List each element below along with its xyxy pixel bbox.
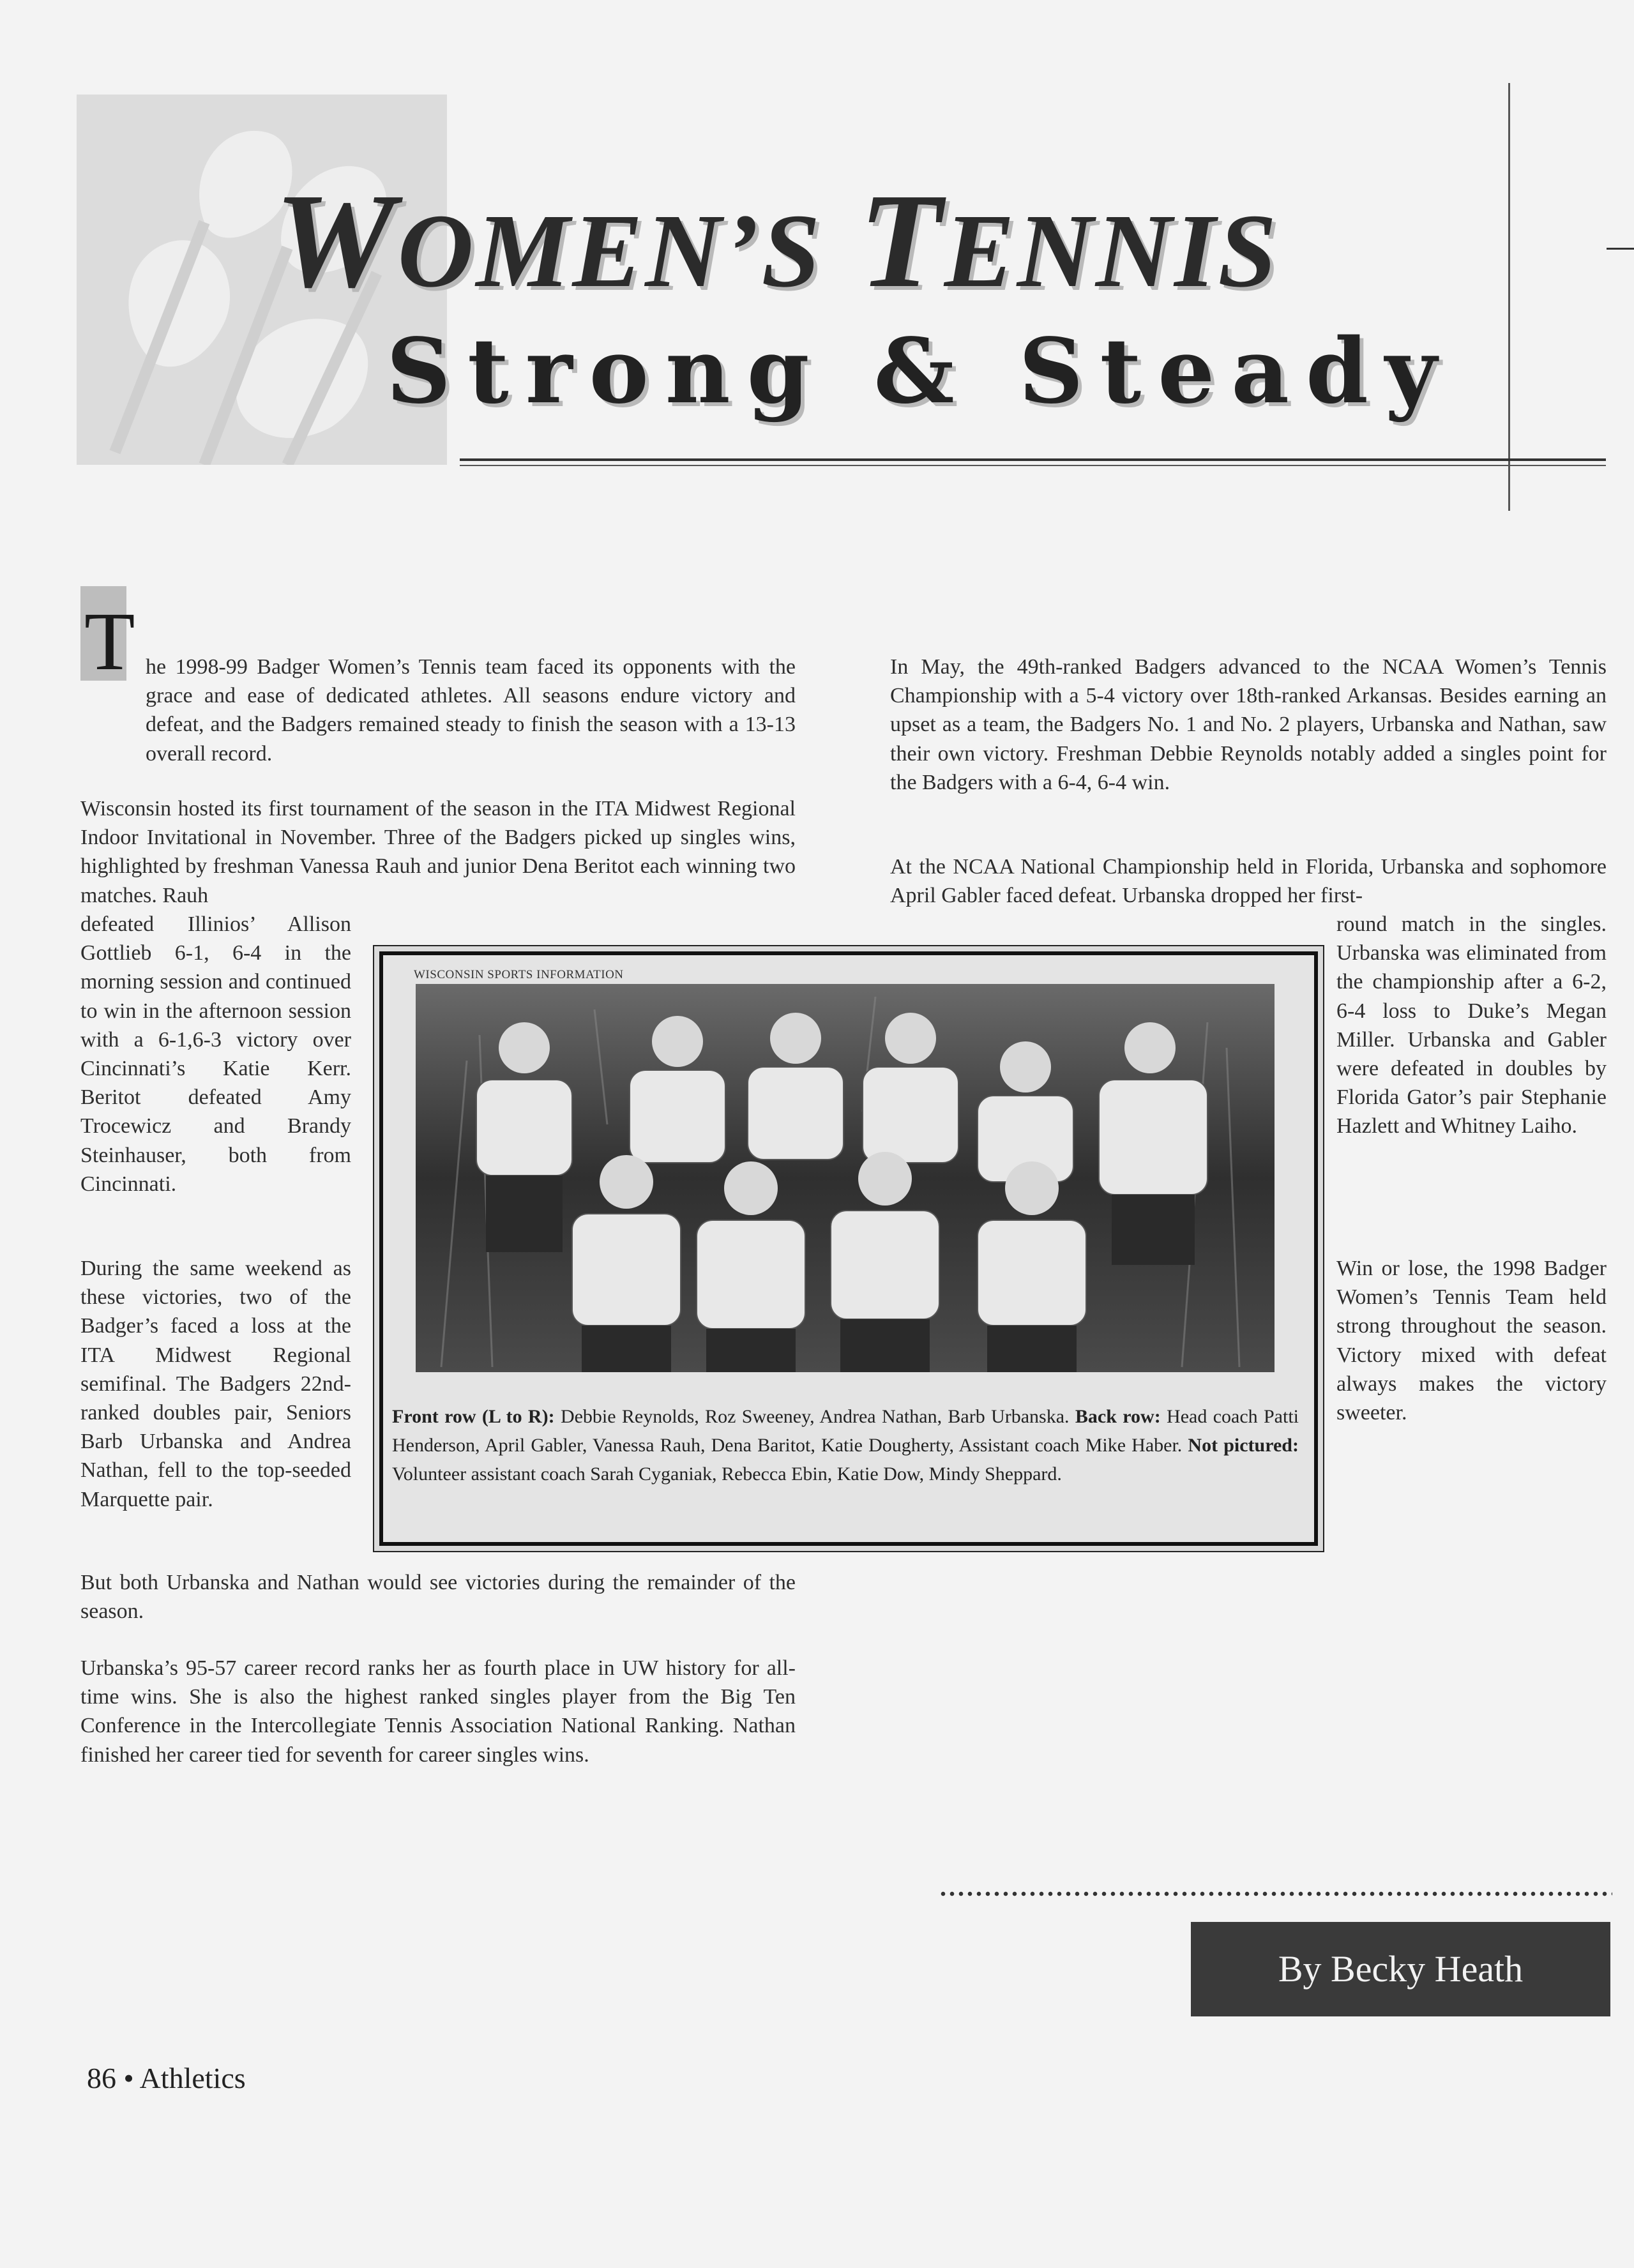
title-rule: [460, 458, 1606, 461]
paragraph-2-top: Wisconsin hosted its first tournament of the season in the ITA Midwest Regional Indoor Invitational in November. Three of the Badgers picked up singles wins, highlighted by freshman Vanessa Rauh and junior Dena Beritot each winning two matches. Rauh: [80, 797, 796, 907]
paragraph-4: Urbanska’s 95-57 career record ranks her as fourth place in UW history for all-time wins. She is also the highest ranked singles player from the Big Ten Conference in the Intercollegiate Tennis Association National Ranking. Nathan finished her career tied for seventh for career singles wins.: [80, 1656, 796, 1767]
paragraph-7: Win or lose, the 1998 Badger Women’s Tennis Team held strong throughout the season. Victory mixed with defeat always makes the victory sweeter.: [1336, 1257, 1607, 1425]
paragraph-1-lead: he 1998-99 Badger Women’s Tennis team faced its opponents with the grace and ease of dedicated athletes. All seasons endure victory and defeat, and the Badgers remained steady to finish the season with a 13-13 overall record.: [146, 655, 796, 766]
title-rule-thin: [460, 465, 1606, 466]
margin-tick: [1607, 248, 1634, 250]
paragraph-5: In May, the 49th-ranked Badgers advanced to the NCAA Women’s Tennis Championship with a 5-4 victory over 18th-ranked Arkansas. Besides earning an upset as a team, the Badgers No. 1 and No. 2 players, Urbanska and Nathan, saw their own victory. Freshman Debbie Reynolds notably added a singles point for the Badgers with a 6-4, 6-4 win.: [890, 655, 1607, 794]
page-subtitle: Strong & Steady: [386, 319, 1454, 424]
paragraph-3-wrap: During the same weekend as these victories, two of the Badger’s faced a loss at the ITA Midwest Regional semifinal. The Badgers 22nd-ranked doubles pair, Seniors Barb Urbanska and Andrea Nathan, fell to the top-seeded Marquette pair.: [80, 1257, 351, 1511]
page-number: 86: [87, 2062, 116, 2094]
byline: By Becky Heath: [1278, 1948, 1524, 1990]
paragraph-2-wrap: defeated Illinios’ Allison Gottlieb 6-1, 6-4 in the morning session and continued to win in the afternoon session with a 6-1,6-3 victory over Cincinnati’s Katie Kerr. Beritot defeated Amy Trocewicz and Brandy Steinhauser, both from Cincinnati.: [80, 912, 351, 1196]
page-folio: [87, 2061, 246, 2095]
paragraph-6-wrap: round match in the singles. Urbanska was eliminated from the championship after a 6-2, 6-4 loss to Duke’s Megan Miller. Urbanska and Gabler were defeated in doubles by Florida Gator’s pair Stephanie Hazlett and Whitney Laiho.: [1336, 912, 1607, 1138]
photo-caption: Front row (L to R): Debbie Reynolds, Roz Sweeney, Andrea Nathan, Barb Urbanska. Back row: Head coach Patti Henderson, April Gabler, Vanessa Rauh, Dena Baritot, Katie Dougherty, Assistant coach Mike Haber. Not pictured: Volunteer assistant coach Sarah Cyganiak, Rebecca Ebin, Katie Dow, Mindy Sheppard.: [392, 1406, 1299, 1485]
page-title: WOMEN’S TENNIS: [275, 165, 1280, 315]
photo-credit: WISCONSIN SPORTS INFORMATION: [414, 968, 624, 981]
paragraph-6-top: At the NCAA National Championship held in Florida, Urbanska and sophomore April Gabler faced defeat. Urbanska dropped her first-: [890, 855, 1607, 908]
team-photo: [416, 984, 1275, 1372]
vertical-rule: [1508, 83, 1510, 511]
folio-bullet: •: [123, 2062, 134, 2094]
section-name: Athletics: [139, 2062, 246, 2094]
dropcap-letter: T: [84, 596, 135, 688]
paragraph-3-tail: But both Urbanska and Nathan would see victories during the remainder of the season.: [80, 1571, 796, 1624]
dotted-rule: [939, 1891, 1612, 1896]
